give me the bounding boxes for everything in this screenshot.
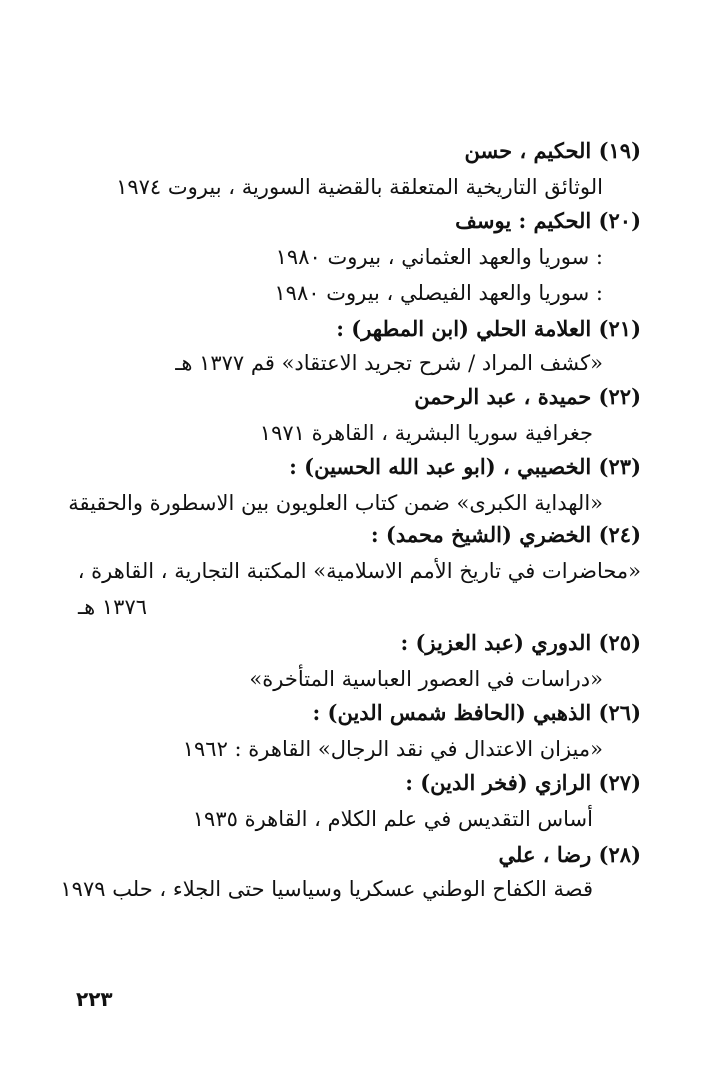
- entry-text: ١٣٧٦ هـ: [78, 595, 148, 619]
- entry-text: : سوريا والعهد العثماني ، بيروت ١٩٨٠: [275, 245, 603, 269]
- entry-heading: (٢٠) الحكيم : يوسف: [455, 208, 641, 233]
- entry-heading: (٢٧) الرازي (فخر الدين) :: [405, 770, 641, 795]
- entry-heading: (٢٢) حميدة ، عبد الرحمن: [414, 384, 641, 409]
- entry-heading: (٢٦) الذهبي (الحافظ شمس الدين) :: [312, 700, 641, 725]
- entry-heading: (٢٥) الدوري (عبد العزيز) :: [400, 630, 641, 655]
- entry-text: أساس التقديس في علم الكلام ، القاهرة ١٩٣٥: [192, 807, 593, 831]
- entry-text: «ميزان الاعتدال في نقد الرجال» القاهرة : ١٩٦٢: [182, 737, 603, 761]
- entry-text: : سوريا والعهد الفيصلي ، بيروت ١٩٨٠: [274, 281, 603, 305]
- entry-heading: (١٩) الحكيم ، حسن: [464, 138, 641, 163]
- entry-heading: (٢١) العلامة الحلي (ابن المطهر) :: [336, 316, 641, 341]
- entry-text: قصة الكفاح الوطني عسكريا وسياسيا حتى الجلاء ، حلب ١٩٧٩: [60, 877, 593, 901]
- entry-heading: (٢٤) الخضري (الشيخ محمد) :: [370, 522, 641, 547]
- entry-heading: (٢٨) رضا ، علي: [498, 842, 641, 867]
- entry-text: جغرافية سوريا البشرية ، القاهرة ١٩٧١: [259, 421, 593, 445]
- page-number: ٢٢٣: [76, 987, 113, 1011]
- entry-text: «دراسات في العصور العباسية المتأخرة»: [249, 667, 603, 691]
- entry-text: الوثائق التاريخية المتعلقة بالقضية السورية ، بيروت ١٩٧٤: [116, 175, 603, 199]
- entry-text: «الهداية الكبرى» ضمن كتاب العلويون بين الاسطورة والحقيقة: [68, 491, 603, 515]
- entry-heading: (٢٣) الخصيبي ، (ابو عبد الله الحسين) :: [289, 454, 641, 479]
- entry-text: «كشف المراد / شرح تجريد الاعتقاد» قم ١٣٧٧ هـ: [175, 351, 603, 375]
- entry-text: «محاضرات في تاريخ الأمم الاسلامية» المكتبة التجارية ، القاهرة ،: [77, 559, 641, 583]
